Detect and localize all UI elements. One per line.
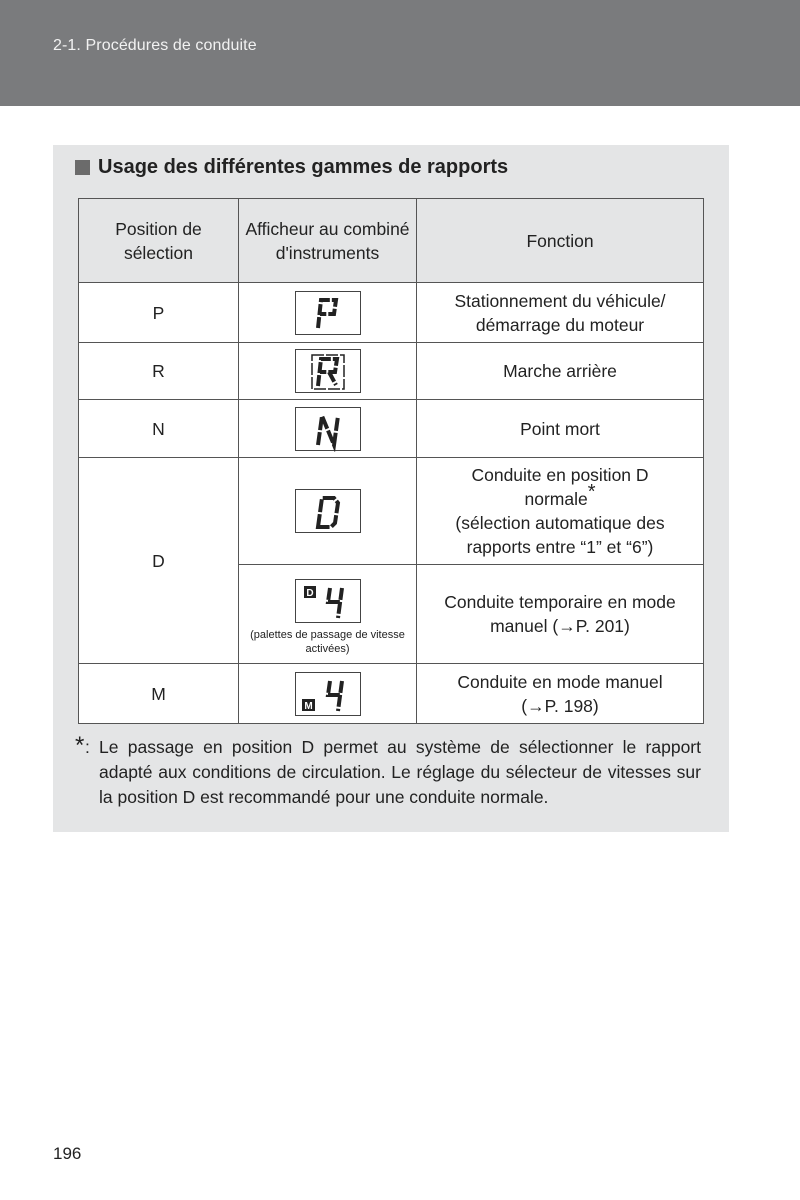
function-line: démarrage du moteur [475, 314, 645, 335]
function-cell [417, 664, 704, 724]
table-row [79, 458, 704, 565]
column-header-position: Position de sélection [79, 199, 239, 283]
function-line: manuel (→P. 201) [490, 616, 630, 636]
position-cell: M [79, 664, 239, 724]
footnote [75, 732, 701, 810]
display-cell [239, 664, 417, 724]
function-line: Conduite en position D [471, 465, 649, 485]
square-bullet-icon [75, 160, 90, 175]
display-cell [239, 458, 417, 565]
function-line: Conduite en mode manuel [457, 671, 663, 692]
function-line: Marche arrière [503, 361, 617, 381]
footnote-text: Le passage en position D permet au système de sélectionner le rapport adapté aux conditions de circulation. Le réglage du sélecteur de vitesses sur la position D est recommandé pour une conduite normale. [99, 737, 701, 807]
function-cell [417, 565, 704, 664]
asterisk-mark: * [587, 481, 596, 504]
table-row [79, 343, 704, 400]
page-header [0, 0, 800, 106]
function-line: Conduite temporaire en mode [444, 592, 676, 612]
function-cell [417, 283, 704, 343]
panel-heading [75, 156, 508, 179]
function-cell [417, 400, 704, 458]
gear-display-m4 [295, 672, 361, 716]
display-cell [239, 343, 417, 400]
segment-n-icon [296, 408, 362, 452]
gear-display-d [295, 489, 361, 533]
mode-badge-text: D [305, 587, 314, 599]
section-title: 2-1. Procédures de conduite [53, 37, 257, 54]
segment-p-icon [296, 292, 362, 336]
column-header-function: Fonction [417, 199, 704, 283]
position-cell: R [79, 343, 239, 400]
position-cell: D [79, 458, 239, 664]
function-line: Stationnement du véhicule/ [454, 290, 666, 311]
position-cell: P [79, 283, 239, 343]
page-number: 196 [53, 1144, 82, 1163]
panel-title-text: Usage des différentes gammes de rapports [98, 156, 509, 178]
column-header-display: Afficheur au combiné d'instruments [239, 199, 417, 283]
table-row [79, 400, 704, 458]
footnote-colon: : [85, 737, 90, 757]
mode-badge-text: M [303, 700, 313, 712]
function-line [423, 481, 697, 511]
function-line: Point mort [520, 418, 600, 439]
gear-display-n [295, 407, 361, 451]
segment-m4-icon [296, 673, 362, 717]
table-row [79, 283, 704, 343]
segment-d4-icon [296, 580, 362, 624]
function-line-text: normale [524, 489, 588, 509]
function-cell [417, 458, 704, 565]
function-cell [417, 343, 704, 400]
function-line: rapports entre “1” et “6”) [466, 537, 654, 557]
gear-display-r [295, 349, 361, 393]
footnote-asterisk: * [75, 732, 85, 759]
position-cell: N [79, 400, 239, 458]
info-panel [53, 145, 729, 832]
gear-display-p [295, 291, 361, 335]
function-line: (sélection automatique des [455, 513, 665, 533]
gear-range-table [78, 198, 704, 724]
display-cell [239, 283, 417, 343]
display-note: (palettes de passage de vitesse activées) [250, 628, 405, 655]
segment-r-icon [296, 350, 362, 394]
segment-d-icon [296, 490, 362, 534]
display-cell [239, 400, 417, 458]
gear-display-d4 [295, 579, 361, 623]
display-cell [239, 565, 417, 664]
function-line: (→P. 198) [521, 695, 599, 716]
table-row [79, 664, 704, 724]
